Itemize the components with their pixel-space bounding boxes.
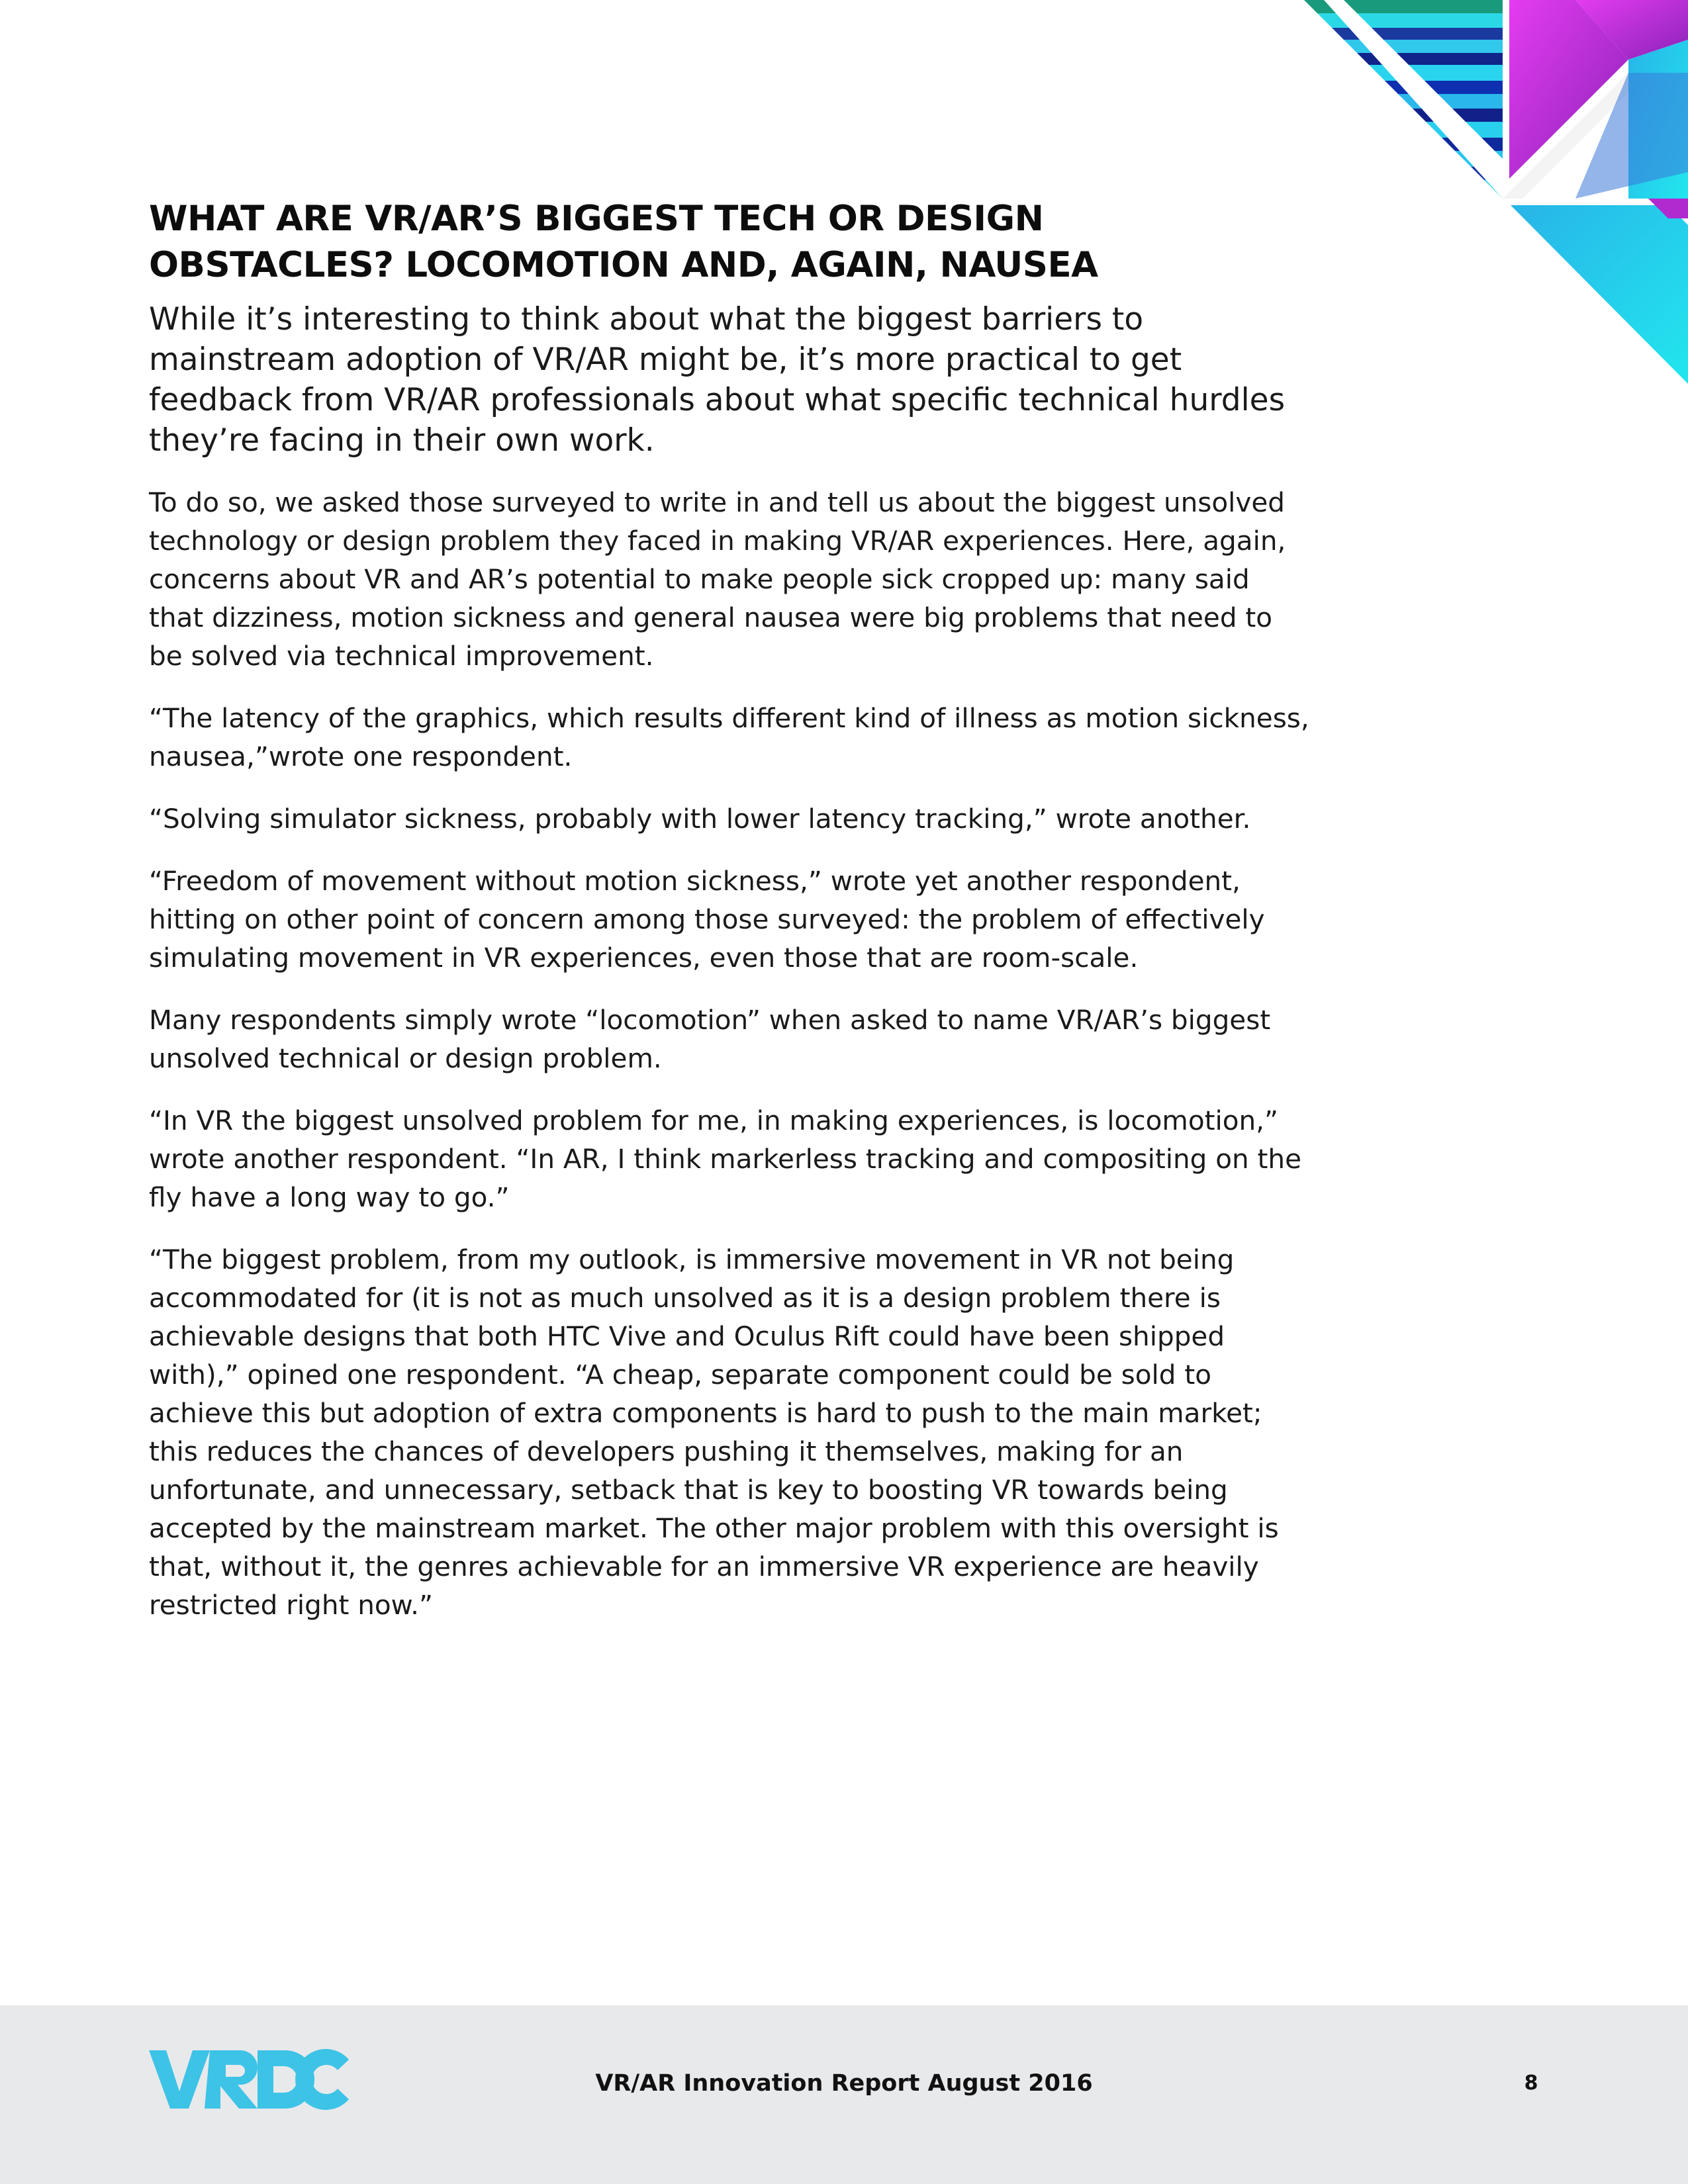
paragraph: “Solving simulator sickness, probably with lower latency tracking,” wrote another. [149,803,1251,835]
title-line-1: WHAT ARE VR/AR’S BIGGEST TECH OR DESIGN [149,199,1044,239]
corner-decoration [1297,0,1688,384]
main-content [149,196,1311,1648]
paragraph: “Freedom of movement without motion sickness,” wrote yet another respondent, hitting on other point of concern among those surveyed: the problem of effectively simulating movement in VR experiences, even those that are room-scale. [149,865,1265,974]
body-text [149,483,1311,1624]
lede-paragraph: While it’s interesting to think about what the biggest barriers to mainstream adoption of VR/AR might be, it’s more practical to get feedback from VR/AR professionals about what specific technical hurdles they’re facing in their own work. [149,301,1286,459]
title-line-2: OBSTACLES? LOCOMOTION AND, AGAIN, NAUSEA [149,245,1098,285]
paragraph: “In VR the biggest unsolved problem for me, in making experiences, is locomotion,” wrote another respondent. “In AR, I think markerless tracking and compositing on the fly have a long way to go.” [149,1105,1302,1213]
paragraph: Many respondents simply wrote “locomotion” when asked to name VR/AR’s biggest unsolved technical or design problem. [149,1004,1271,1074]
report-title: VR/AR Innovation Report August 2016 [595,2070,1093,2097]
page-title [149,196,1311,289]
paragraph: “The biggest problem, from my outlook, is immersive movement in VR not being accommodated for (it is not as much unsolved as it is a design problem there is achievable designs that both HTC Vive and Oculus Rift could have been shipped with),” opined one respondent. “A cheap, separate component could be sold to achieve this but adoption of extra components is hard to push to the main market; this reduces the chances of developers pushing it themselves, making for an unfortunate, and unnecessary, setback that is key to boosting VR towards being accepted by the mainstream market. The other major problem with this oversight is that, without it, the genres achievable for an immersive VR experience are heavily restricted right now.” [149,1244,1279,1621]
page-number: 8 [1524,2071,1538,2095]
paragraph: To do so, we asked those surveyed to write in and tell us about the biggest unsolved technology or design problem they faced in making VR/AR experiences. Here, again, concerns about VR and AR’s potential to make people sick cropped up: many said that dizziness, motion sickness and general nausea were big problems that need to be solved via technical improvement. [149,486,1286,672]
page-footer [0,2005,1688,2184]
paragraph: “The latency of the graphics, which results different kind of illness as motion sickness, nausea,”wrote one respondent. [149,702,1309,772]
